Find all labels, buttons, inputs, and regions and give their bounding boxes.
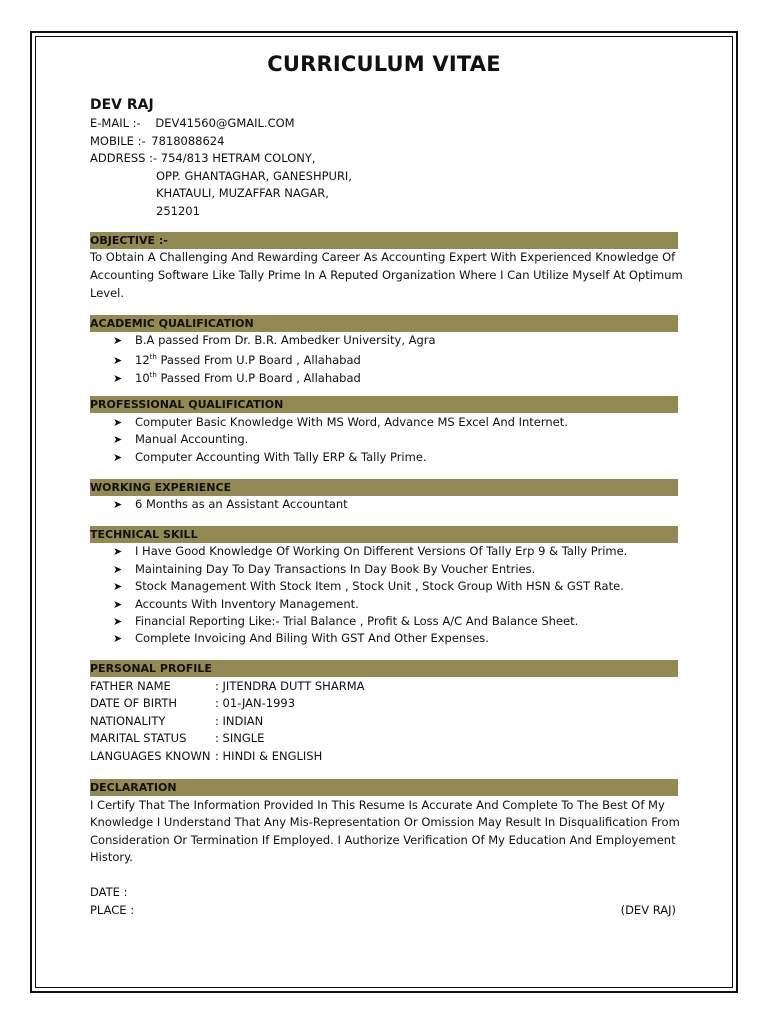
personal-row-label: NATIONALITY (90, 714, 166, 728)
arrowhead-bullet-icon: ➤ (113, 334, 123, 347)
technical-item (113, 596, 359, 613)
personal-row (90, 748, 322, 765)
arrowhead-bullet-icon: ➤ (113, 598, 123, 611)
academic-item-text-rest: Passed From U.P Board , Allahabad (156, 352, 361, 367)
mobile-line (90, 133, 224, 150)
experience-item-text: 6 Months as an Assistant Accountant (135, 497, 348, 511)
declaration-line-4: History. (90, 850, 133, 864)
technical-item (113, 613, 578, 630)
arrowhead-bullet-icon: ➤ (113, 353, 123, 367)
technical-item (113, 561, 535, 578)
arrowhead-bullet-icon: ➤ (113, 371, 123, 385)
address-line-1 (90, 150, 316, 167)
address-value-1: 754/813 HETRAM COLONY, (160, 151, 316, 165)
academic-item-text: 12 (135, 352, 150, 367)
technical-item-text: Complete Invoicing And Biling With GST And Other Expenses. (135, 631, 489, 645)
personal-row-value: : INDIAN (215, 714, 264, 728)
candidate-name: DEV RAJ (90, 97, 154, 113)
mobile-label: MOBILE :- (90, 134, 146, 148)
section-heading-personal: PERSONAL PROFILE (90, 660, 678, 677)
technical-item (113, 578, 624, 595)
professional-item-text: Manual Accounting. (135, 432, 249, 446)
personal-row (90, 678, 364, 695)
personal-row (90, 730, 264, 747)
section-heading-experience: WORKING EXPERIENCE (90, 479, 678, 496)
personal-row-value: : HINDI & ENGLISH (215, 749, 323, 763)
academic-item (113, 332, 436, 349)
email-label: E-MAIL :- (90, 116, 141, 130)
professional-item (113, 449, 427, 466)
personal-row-value: : 01-JAN-1993 (215, 696, 296, 710)
personal-row-label: DATE OF BIRTH (90, 696, 178, 710)
section-heading-professional: PROFESSIONAL QUALIFICATION (90, 396, 678, 413)
technical-item-text: Stock Management With Stock Item , Stock Unit , Stock Group With HSN & GST Rate. (135, 579, 624, 593)
address-line-3: KHATAULI, MUZAFFAR NAGAR, (156, 186, 329, 200)
objective-line-1: To Obtain A Challenging And Rewarding Career As Accounting Expert With Experienced Knowledge Of (90, 250, 676, 264)
section-heading-academic: ACADEMIC QUALIFICATION (90, 315, 678, 332)
arrowhead-bullet-icon: ➤ (113, 451, 123, 464)
section-heading-technical: TECHNICAL SKILL (90, 526, 678, 543)
professional-item (113, 431, 248, 448)
technical-item-text: Financial Reporting Like:- Trial Balance , Profit & Loss A/C And Balance Sheet. (135, 614, 579, 628)
personal-row-label: FATHER NAME (90, 679, 171, 693)
technical-item (113, 630, 489, 647)
arrowhead-bullet-icon: ➤ (113, 545, 123, 558)
professional-item (113, 414, 568, 431)
technical-item-text: I Have Good Knowledge Of Working On Different Versions Of Tally Erp 9 & Tally Prime. (135, 544, 628, 558)
personal-row-label: LANGUAGES KNOWN (90, 749, 211, 763)
ordinal-suffix: th (149, 371, 157, 379)
declaration-line-1: I Certify That The Information Provided In This Resume Is Accurate And Complete To The Best Of My (90, 798, 665, 812)
address-label: ADDRESS :- (90, 151, 158, 165)
personal-row (90, 713, 263, 730)
arrowhead-bullet-icon: ➤ (113, 632, 123, 645)
technical-item-text: Maintaining Day To Day Transactions In Day Book By Voucher Entries. (135, 562, 536, 576)
professional-item-text: Computer Basic Knowledge With MS Word, Advance MS Excel And Internet. (135, 415, 568, 429)
mobile-value: 7818088624 (151, 134, 225, 148)
signature-name: (DEV RAJ) (620, 903, 676, 917)
personal-row (90, 695, 295, 712)
arrowhead-bullet-icon: ➤ (113, 563, 123, 576)
experience-item (113, 496, 348, 513)
email-line (90, 115, 295, 132)
objective-line-3: Level. (90, 286, 125, 300)
address-line-4: 251201 (156, 204, 200, 218)
place-label: PLACE : (90, 903, 135, 917)
academic-item-text-rest: Passed From U.P Board , Allahabad (156, 370, 361, 385)
arrowhead-bullet-icon: ➤ (113, 416, 123, 429)
date-label: DATE : (90, 885, 128, 899)
personal-row-value: : JITENDRA DUTT SHARMA (215, 679, 365, 693)
ordinal-suffix: th (149, 353, 157, 361)
personal-row-label: MARITAL STATUS (90, 731, 187, 745)
academic-item-text: 10 (135, 370, 150, 385)
arrowhead-bullet-icon: ➤ (113, 433, 123, 446)
section-heading-objective: OBJECTIVE :- (90, 232, 678, 249)
declaration-line-2: Knowledge I Understand That Any Mis-Representation Or Omission May Result In Disqualification From (90, 815, 680, 829)
arrowhead-bullet-icon: ➤ (113, 498, 123, 511)
academic-item (113, 349, 361, 369)
technical-item-text: Accounts With Inventory Management. (135, 597, 359, 611)
technical-item (113, 543, 627, 560)
academic-item (113, 367, 361, 387)
objective-line-2: Accounting Software Like Tally Prime In A Reputed Organization Where I Can Utilize Myself At Optimum (90, 268, 683, 282)
email-value: DEV41560@GMAIL.COM (155, 116, 295, 130)
declaration-line-3: Consideration Or Termination If Employed. I Authorize Verification Of My Education And Employement (90, 833, 676, 847)
arrowhead-bullet-icon: ➤ (113, 615, 123, 628)
section-heading-declaration: DECLARATION (90, 779, 678, 796)
arrowhead-bullet-icon: ➤ (113, 580, 123, 593)
document-title: CURRICULUM VITAE (267, 52, 501, 76)
academic-item-text: B.A passed From Dr. B.R. Ambedker University, Agra (135, 333, 436, 347)
personal-row-value: : SINGLE (215, 731, 265, 745)
address-line-2: OPP. GHANTAGHAR, GANESHPURI, (156, 169, 352, 183)
professional-item-text: Computer Accounting With Tally ERP & Tally Prime. (135, 450, 427, 464)
